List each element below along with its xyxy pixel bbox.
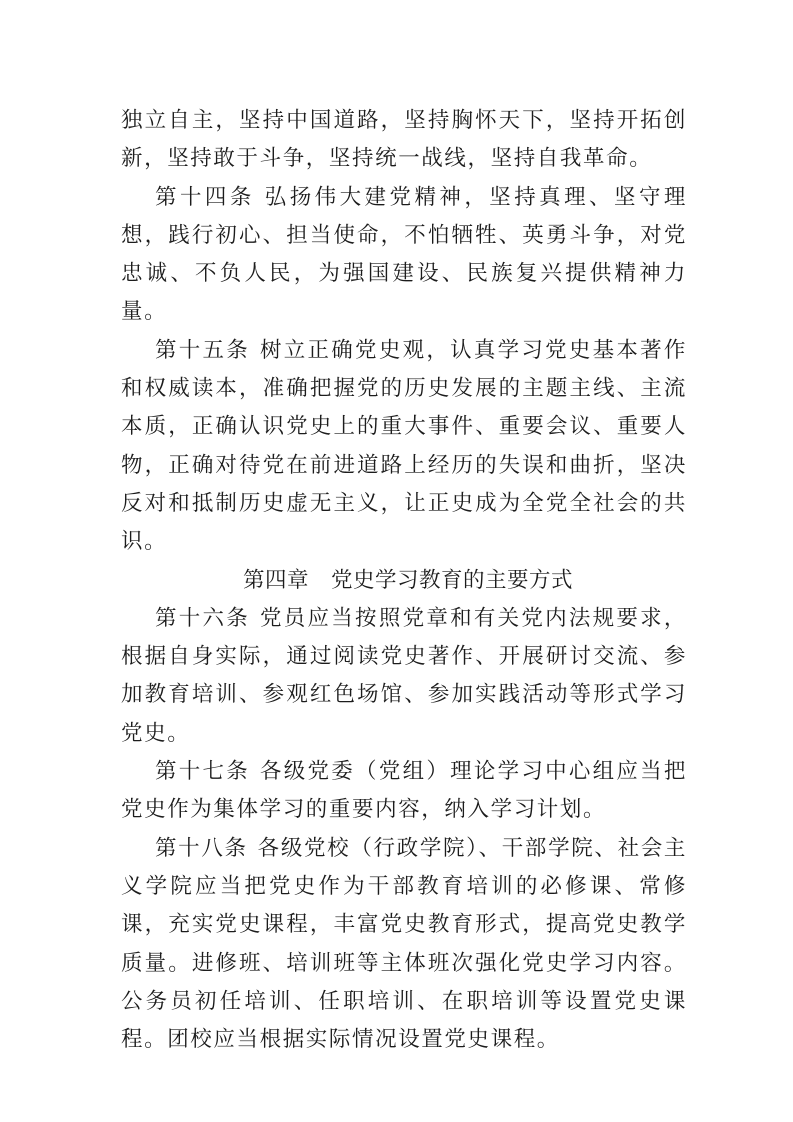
article-18 [121,830,687,1060]
article-text: 各级党委（党组）理论学习中心组应当把党史作为集体学习的重要内容，纳入学习计划。 [121,759,687,823]
article-number: 第十五条 [155,337,251,363]
article-text: 树立正确党史观，认真学习党史基本著作和权威读本，准确把握党的历史发展的主题主线、主流本质，正确认识党史上的重大事件、重要会议、重要人物，正确对待党在前进道路上经历的失误和曲折，坚决反对和抵制历史虚无主义，让正史成为全党全社会的共识。 [121,337,687,555]
article-number: 第十六条 [155,605,251,631]
article-number: 第十七条 [155,759,251,785]
article-17 [121,753,687,830]
article-text: 弘扬伟大建党精神，坚持真理、坚守理想，践行初心、担当使命，不怕牺牲、英勇斗争，对党忠诚、不负人民，为强国建设、民族复兴提供精神力量。 [121,184,687,325]
article-15 [121,332,687,562]
document-body [121,102,687,1059]
chapter-heading [121,562,687,600]
article-text: 党员应当按照党章和有关党内法规要求，根据自身实际，通过阅读党史著作、开展研讨交流、参加教育培训、参观红色场馆、参加实践活动等形式学习党史。 [121,605,687,746]
article-text: 各级党校（行政学院）、干部学院、社会主义学院应当把党史作为干部教育培训的必修课、常修课，充实党史课程，丰富党史教育形式，提高党史教学质量。进修班、培训班等主体班次强化党史学习内容。公务员初任培训、任职培训、在职培训等设置党史课程。团校应当根据实际情况设置党史课程。 [121,835,687,1053]
paragraph-text: 独立自主，坚持中国道路，坚持胸怀天下，坚持开拓创新，坚持敢于斗争，坚持统一战线，坚持自我革命。 [121,108,687,172]
article-number: 第十四条 [155,184,255,210]
chapter-number: 第四章 [242,567,309,593]
chapter-title: 党史学习教育的主要方式 [331,567,574,593]
article-number: 第十八条 [155,835,248,861]
paragraph-continuation [121,102,687,179]
article-16 [121,600,687,753]
article-14 [121,179,687,332]
